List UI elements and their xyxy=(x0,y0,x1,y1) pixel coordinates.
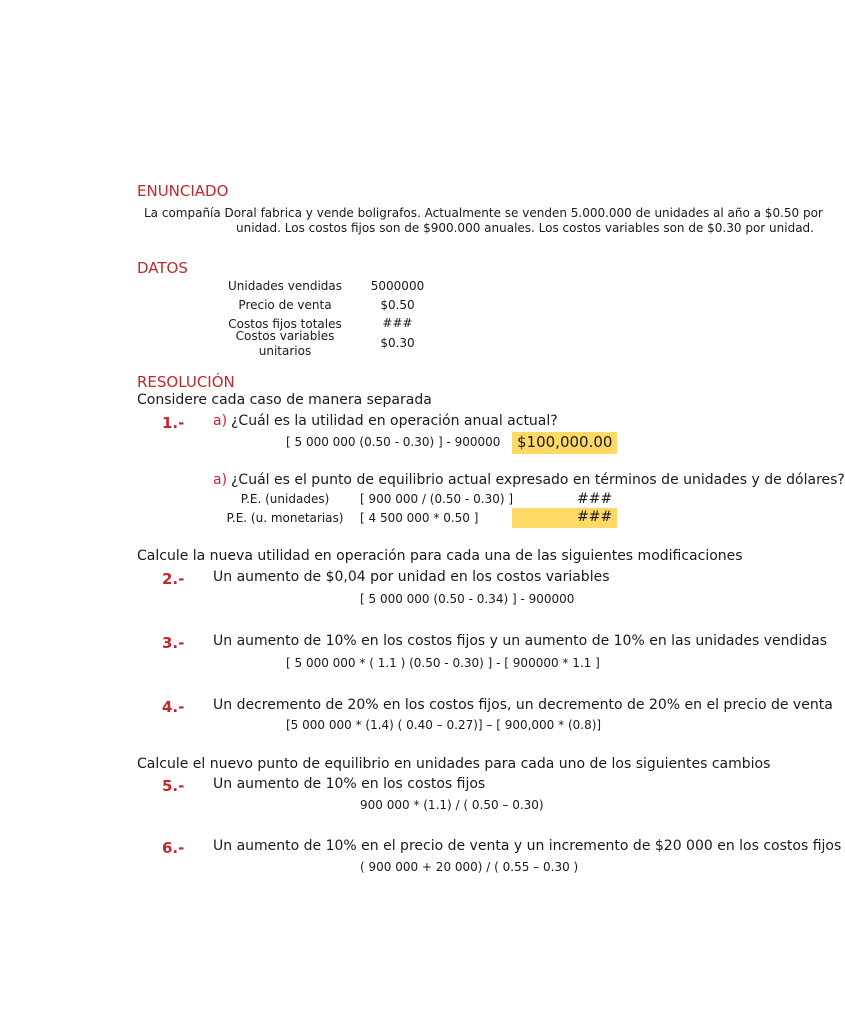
pe-money-label: P.E. (u. monetarias) xyxy=(226,511,344,525)
section-heading-datos: DATOS xyxy=(137,259,188,277)
q5-formula: 900 000 * (1.1) / ( 0.50 – 0.30) xyxy=(360,798,544,812)
q1-a-formula: [ 5 000 000 (0.50 - 0.30) ] - 900000 xyxy=(286,435,501,449)
datos-value-costos-fijos: ### xyxy=(382,316,413,330)
resolucion-intro: Considere cada caso de manera separada xyxy=(137,392,432,408)
q4-text: Un decremento de 20% en los costos fijos, un decremento de 20% en el precio de venta xyxy=(213,697,833,713)
q6-text: Un aumento de 10% en el precio de venta y un incremento de $20 000 en los costos fijos xyxy=(213,838,842,854)
q1-b-letter: a) xyxy=(213,472,228,488)
pe-money-formula: [ 4 500 000 * 0.50 ] xyxy=(360,511,479,525)
q1-a-letter: a) xyxy=(213,413,228,429)
pe-money-result: ### xyxy=(577,509,613,525)
datos-value-unidades-vendidas: 5000000 xyxy=(370,279,425,293)
calc-utilidad-intro: Calcule la nueva utilidad en operación para cada una de las siguientes modificaciones xyxy=(137,548,743,564)
question-number-1: 1.- xyxy=(162,414,185,432)
datos-label-costos-fijos: Costos fijos totales xyxy=(228,317,342,331)
q3-text: Un aumento de 10% en los costos fijos y un aumento de 10% en las unidades vendidas xyxy=(213,633,828,649)
q4-formula: [5 000 000 * (1.4) ( 0.40 – 0.27)] – [ 900,000 * (0.8)] xyxy=(286,718,602,732)
q2-formula: [ 5 000 000 (0.50 - 0.34) ] - 900000 xyxy=(360,592,575,606)
datos-label-precio-venta: Precio de venta xyxy=(238,298,332,312)
calc-pe-intro: Calcule el nuevo punto de equilibrio en unidades para cada uno de los siguientes cambios xyxy=(137,756,771,772)
section-heading-resolucion: RESOLUCIÓN xyxy=(137,373,235,391)
question-number-3: 3.- xyxy=(162,634,185,652)
datos-value-precio-venta: $0.50 xyxy=(380,298,415,312)
question-number-6: 6.- xyxy=(162,839,185,857)
pe-units-label: P.E. (unidades) xyxy=(240,492,330,506)
q6-formula: ( 900 000 + 20 000) / ( 0.55 – 0.30 ) xyxy=(360,860,579,874)
q1-b-question: ¿Cuál es el punto de equilibrio actual expresado en términos de unidades y de dólares? xyxy=(231,472,845,488)
section-heading-enunciado: ENUNCIADO xyxy=(137,182,229,200)
enunciado-line-2: unidad. Los costos fijos son de $900.000 anuales. Los costos variables son de $0.30 por unidad. xyxy=(236,221,814,235)
pe-units-result: ### xyxy=(577,491,613,507)
q3-formula: [ 5 000 000 * ( 1.1 ) (0.50 - 0.30) ] - [ 900000 * 1.1 ] xyxy=(286,656,600,670)
question-number-5: 5.- xyxy=(162,777,185,795)
q5-text: Un aumento de 10% en los costos fijos xyxy=(213,776,486,792)
q1-a-result-cell xyxy=(512,432,617,454)
q1-a-result: $100,000.00 xyxy=(517,433,613,451)
enunciado-line-1: La compañía Doral fabrica y vende boligrafos. Actualmente se venden 5.000.000 de unidades al año a $0.50 por xyxy=(144,206,823,220)
q1-a-question: ¿Cuál es la utilidad en operación anual actual? xyxy=(231,413,558,429)
pe-units-formula: [ 900 000 / (0.50 - 0.30) ] xyxy=(360,492,514,506)
datos-value-costos-variables: $0.30 xyxy=(380,336,415,350)
datos-label-unidades-vendidas: Unidades vendidas xyxy=(227,279,343,293)
datos-label-costos-variables-line2: unitarios xyxy=(258,344,312,358)
pe-money-result-cell xyxy=(512,508,617,528)
q2-text: Un aumento de $0,04 por unidad en los costos variables xyxy=(213,569,610,585)
question-number-2: 2.- xyxy=(162,570,185,588)
datos-label-costos-variables-line1: Costos variables xyxy=(235,329,335,343)
question-number-4: 4.- xyxy=(162,698,185,716)
